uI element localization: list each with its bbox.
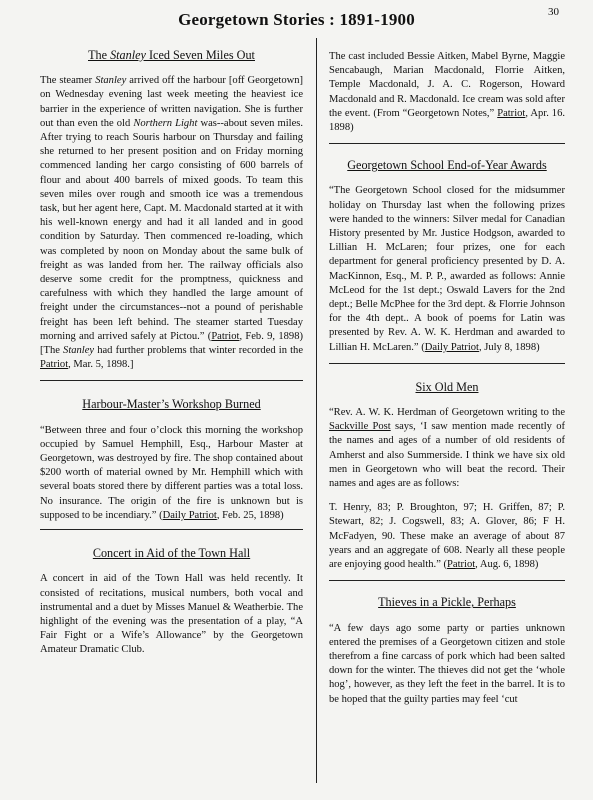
heading-text: Georgetown School End-of-Year Awards [347, 158, 547, 173]
article-heading [40, 546, 303, 560]
article-stanley-iced [40, 48, 303, 381]
article-concert-continued [329, 50, 565, 144]
article-heading [40, 48, 303, 62]
article-heading [329, 158, 565, 172]
page-title: Georgetown Stories : 1891-1900 [178, 10, 415, 29]
article-six-old-men [329, 380, 565, 581]
section-rule [40, 380, 303, 381]
heading-text: Six Old Men [415, 379, 479, 394]
article-thieves [329, 595, 565, 706]
source-link: Patriot [447, 559, 476, 571]
section-rule [329, 363, 565, 364]
heading-text: Thieves in a Pickle, Perhaps [378, 595, 516, 610]
article-harbour-master [40, 397, 303, 530]
source-link: Daily Patriot [424, 341, 479, 353]
right-column [329, 50, 565, 707]
article-body: “Rev. A. W. K. Herdman of Georgetown writing to the Sackville Post says, ‘I saw mention made recently of the names and ages of a number of old residents of Amherst and also Summerside. I think we have six old men in Georgetown who will beat the record. Their names and ages are as follows: [329, 407, 565, 490]
column-divider [316, 38, 317, 783]
source-link: Patriot [497, 107, 526, 119]
source-link: Sackville Post [329, 421, 391, 433]
section-rule [329, 143, 565, 144]
source-link: Patriot [40, 359, 69, 371]
article-school-awards [329, 158, 565, 364]
heading-text: Harbour-Master’s Workshop Burned [82, 397, 261, 412]
heading-text: Concert in Aid of the Town Hall [92, 546, 251, 561]
article-body: “A few days ago some party or parties unknown entered the premises of a Georgetown citizen and stole therefrom a fine carcass of pork which had been salted down for the winter. The thieves did not get the ‘whole hog’, however, as they left the feet in the barrel. It is to be hoped that the guilty parties may feel ‘cut [329, 622, 565, 705]
page-number: 30 [548, 6, 559, 18]
article-concert [40, 546, 303, 657]
section-rule [329, 580, 565, 581]
article-body: “The Georgetown School closed for the midsummer holiday on Thursday last when the following prizes were handed to the winners: Silver medal for Canadian History presented by Mr. Justice Hodgson, awarded to Lillian H. McLaren; four prizes, one for each department for general proficiency presented by D. A. MacKinnon, Esq., M. P. P., awarded as follows: Annie McLeod for the 1st dept.; Oswald Lavers for the 2nd dept.; Belle McPhee for the 3rd dept. & Florrie Johnson for the 4th dept.. A book of poems for Latin was presented by Rev. A. W. K. Herdman and awarded to Lillian H. McLaren.” (Daily Patriot, July 8, 1898) [329, 185, 565, 353]
heading-text: The Stanley Iced Seven Miles Out [88, 48, 255, 62]
article-body: A concert in aid of the Town Hall was held recently. It consisted of recitations, musical numbers, both vocal and instrumental and a duet by Misses Manuel & Weatherbie. The highlight of the evening was the presentation of a play, “A Fair Fight or a Wife’s Allowance” by the Georgetown Amateur Dramatic Club. [40, 573, 303, 656]
source-link: Patriot [211, 330, 240, 342]
article-body: The cast included Bessie Aitken, Mabel Byrne, Maggie Sencabaugh, Marian Macdonald, Florrie Aitken, Temple Macdonald, J. A. C. Rogerson, Howard Macdonald and R. Macdonald. Ice cream was sold after the event. (From “Georgetown Notes,” Patriot, Apr. 16. 1898) [329, 51, 565, 134]
section-rule [40, 529, 303, 530]
article-heading [329, 380, 565, 394]
article-body: T. Henry, 83; P. Broughton, 97; H. Griffen, 87; P. Stewart, 82; J. Cogswell, 83; A. Glover, 86; F H. McFadyen, 90. These make an average of about 87 years and an aggregate of 608. Nearly all these people are enjoying good health.” (Patriot, Aug. 6, 1898) [329, 502, 565, 571]
article-body: “Between three and four o’clock this morning the workshop occupied by Samuel Hemphill, Esq., Harbour Master at Georgetown, was destroyed by fire. The shop contained about $200 worth of material owned by Mr. Hemphill which with several boats stored there by different parties was a total loss. No insurance. The origin of the fire is unknown but is supposed to be incendiary.” (Daily Patriot, Feb. 25, 1898) [40, 424, 303, 521]
source-link: Daily Patriot [162, 509, 217, 521]
article-heading [40, 397, 303, 411]
article-heading [329, 595, 565, 609]
left-column [40, 36, 303, 658]
article-body: The steamer Stanley arrived off the harbour [off Georgetown] on Wednesday evening last week meeting the heaviest ice barrier in the experience of written navigation. She is further out than even the old Northern Light was--about seven miles. After trying to reach Souris harbour on Thursday and failing she returned to her present position and on Friday morning commenced landing her cargo consisting of 600 barrels of flour and about 400 barrels of mixed goods. To team this seven miles over rough and smooth ice was a tremendous task, but her agent here, Capt. M. Macdonald started at it with his well-known energy and had it all landed and in good condition by Saturday. Then commenced re-loading, which was completed by noon on Monday about the same bulk of freight as was landed from her. The railway officials also deserve some credit for the promptness, quickness and carefulness with which they handled the large amount of freight under the circumstances--not a pound of perishable freight has been left behind. The steamer started Tuesday morning and arrived safely at Pictou.” (Patriot, Feb. 9, 1898) [The Stanley had further problems that winter recorded in the Patriot, Mar. 5, 1898.] [40, 75, 304, 371]
